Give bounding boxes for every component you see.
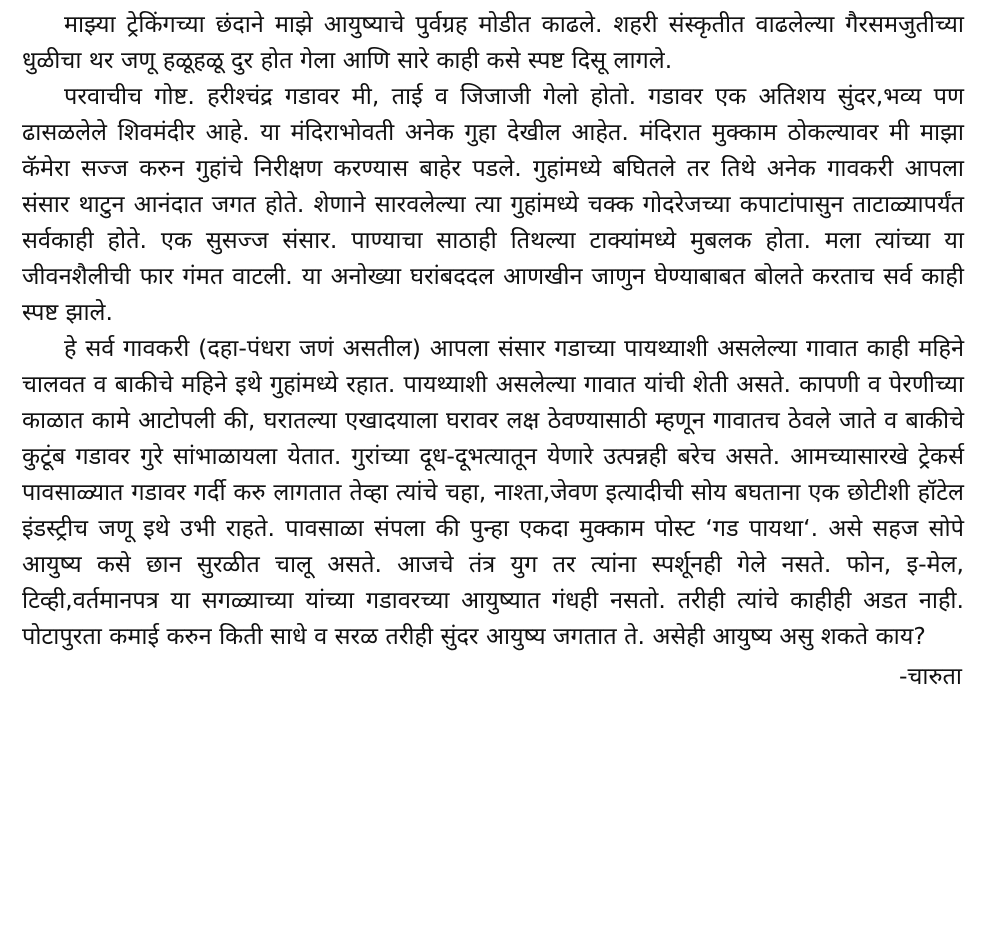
paragraph-villagers-life: हे सर्व गावकरी (दहा-पंधरा जणं असतील) आपला संसार गडाच्या पायथ्याशी असलेल्या गावात काही महिने चालवत व बाकीचे महिने इथे गुहांमध्ये रहात. पायथ्याशी असलेल्या गावात यांची शेती असते. कापणी व पेरणीच्या काळात कामे आटोपली की, घरातल्या एखादयाला घरावर लक्ष ठेवण्यासाठी म्हणून गावातच ठेवले जाते व बाकीचे कुटूंब गडावर गुरे सांभाळायला येतात. गुरांच्या दूध-दूभत्यातून येणारे उत्पन्नही बरेच असते. आमच्यासारखे ट्रेकर्स पावसाळ्यात गडावर गर्दी करु लागतात तेव्हा त्यांचे चहा, नाश्ता,जेवण इत्यादीची सोय बघताना एक छोटीशी हॉटेल इंडस्ट्रीच जणू इथे उभी राहते. पावसाळा संपला की पुन्हा एकदा मुक्काम पोस्ट ‘गड पायथा‘. असे सहज सोपे आयुष्य कसे छान सुरळीत चालू असते. आजचे तंत्र युग तर त्यांना स्पर्शूनही गेले नसते. फोन, इ-मेल, टिव्ही,वर्तमानपत्र या सगळ्याच्या यांच्या गडावरच्या आयुष्यात गंधही नसतो. तरीही त्यांचे काहीही अडत नाही. पोटापुरता कमाई करुन किती साधे व सरळ तरीही सुंदर आयुष्य जगतात ते. असेही आयुष्य असु शकते काय? [22, 334, 964, 650]
paragraph-harishchandragad-visit: परवाचीच गोष्ट. हरीश्चंद्र गडावर मी, ताई व जिजाजी गेलो होतो. गडावर एक अतिशय सुंदर,भव्य पण ढासळलेले शिवमंदीर आहे. या मंदिराभोवती अनेक गुहा देखील आहेत. मंदिरात मुक्काम ठोकल्यावर मी माझा कॅमेरा सज्ज करुन गुहांचे निरीक्षण करण्यास बाहेर पडले. गुहांमध्ये बघितले तर तिथे अनेक गावकरी आपला संसार थाटुन आनंदात जगत होते. शेणाने सारवलेल्या त्या गुहांमध्ये चक्क गोदरेजच्या कपाटांपासुन ताटाळ्यापर्यंत सर्वकाही होते. एक सुसज्ज संसार. पाण्याचा साठाही तिथल्या टाक्यांमध्ये मुबलक होता. मला त्यांच्या या जीवनशैलीची फार गंमत वाटली. या अनोख्या घरांबददल आणखीन जाणुन घेण्याबाबत बोलते करताच सर्व काही स्पष्ट झाले. [22, 82, 964, 326]
author-signature: -चारुता [898, 662, 962, 690]
paragraph-intro: माझ्या ट्रेकिंगच्या छंदाने माझे आयुष्याचे पुर्वग्रह मोडीत काढले. शहरी संस्कृतीत वाढलेल्या गैरसमजुतीच्या धुळीचा थर जणू हळूहळू दुर होत गेला आणि सारे काही कसे स्पष्ट दिसू लागले. [22, 10, 964, 74]
